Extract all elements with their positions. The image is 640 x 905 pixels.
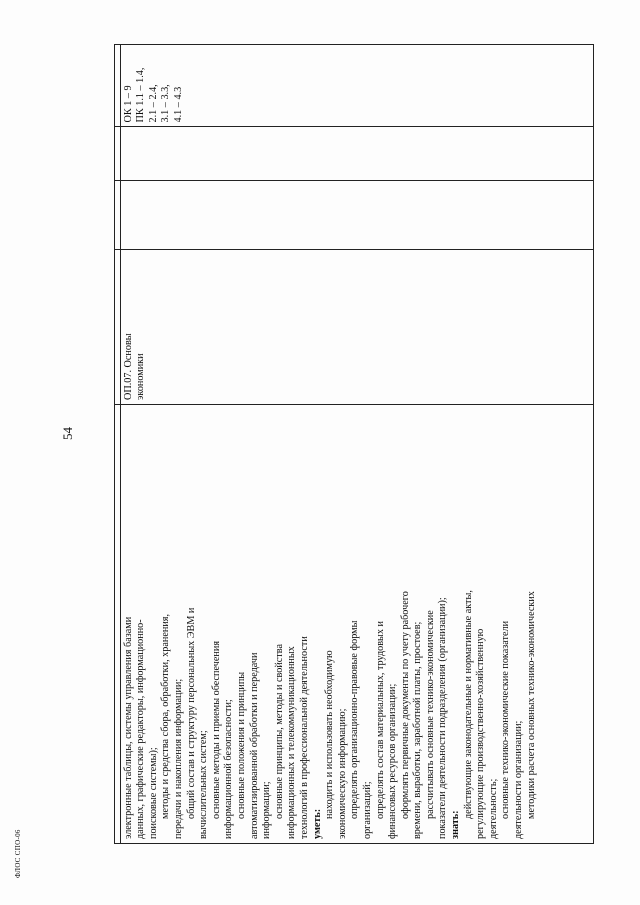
text-line: финансовых ресурсов организации;	[387, 683, 399, 839]
text-line: определять организационно-правовые формы	[349, 620, 361, 819]
text-line: электронные таблицы, системы управления базами	[122, 616, 134, 839]
text-line: общий состав и структуру персональных ЭВМ и	[185, 607, 197, 819]
text-line: находить и использовать необходимую	[324, 650, 336, 819]
text-line: основные технико-экономические показатели	[500, 620, 512, 819]
text-line: экономическую информацию;	[336, 708, 348, 839]
text-line: методы и средства сбора, обработки, хранения,	[160, 614, 172, 819]
text-line: рассчитывать основные технико-экономические	[424, 610, 436, 819]
discipline-line: ОП.07. Основы	[122, 333, 134, 400]
text-line: технологий в профессиональной деятельности	[298, 636, 310, 839]
text-line: поисковые системы);	[147, 747, 159, 839]
text-line: данных, графические редакторы, информационно-	[135, 619, 147, 839]
text-line: регулирующие производственно-хозяйственную	[475, 628, 487, 839]
text-line: информационных и телекоммуникационных	[286, 646, 298, 839]
competency-line: 3.1 – 3.3,	[160, 84, 172, 123]
discipline-name-cell	[120, 250, 593, 405]
text-line: вычислительных систем;	[198, 730, 210, 839]
competency-codes-cell	[120, 45, 593, 127]
curriculum-table	[114, 44, 594, 844]
text-line: передачи и накопления информации;	[173, 678, 184, 839]
empty-cell	[120, 127, 593, 181]
empty-cell	[120, 181, 593, 250]
text-line: показатели деятельности подразделения (организации);	[437, 597, 449, 839]
text-line: основные принципы, методы и свойства	[273, 644, 285, 819]
text-line: основные положения и принципы	[235, 671, 247, 819]
discipline-line: экономики	[135, 353, 147, 400]
text-line: уметь:	[311, 808, 323, 839]
text-line: организаций;	[361, 781, 373, 839]
rotated-table-wrapper	[114, 44, 594, 844]
table-row	[120, 45, 593, 844]
text-line: определять состав материальных, трудовых и	[374, 621, 386, 819]
text-line: автоматизированной обработки и передачи	[248, 652, 260, 839]
text-line: оформлять первичные документы по учету рабочего	[399, 591, 411, 819]
competency-line: ПК 1.1 – 1.4,	[135, 67, 147, 123]
text-line: информационной безопасности;	[223, 699, 235, 839]
competency-line: 2.1 – 2.4,	[147, 84, 159, 123]
text-line: знать:	[450, 810, 462, 839]
text-line: деятельности организации;	[513, 720, 525, 839]
text-line: основные методы и приемы обеспечения	[210, 640, 222, 819]
text-line: времени, выработки, заработной платы, простоев;	[412, 621, 424, 839]
text-line: действующие законодательные и нормативные акты,	[462, 590, 474, 819]
text-line: методики расчета основных технико-экономических	[525, 591, 537, 819]
competency-line: ОК 1 – 9	[122, 85, 134, 123]
footer-code: ФЛОС СПО-06	[14, 829, 22, 878]
competency-line: 4.1 – 4.3	[173, 86, 184, 123]
text-line: деятельность;	[487, 778, 499, 839]
text-line: информации;	[261, 781, 273, 839]
skills-knowledge-cell	[120, 404, 593, 843]
page-number: 54	[60, 427, 75, 440]
